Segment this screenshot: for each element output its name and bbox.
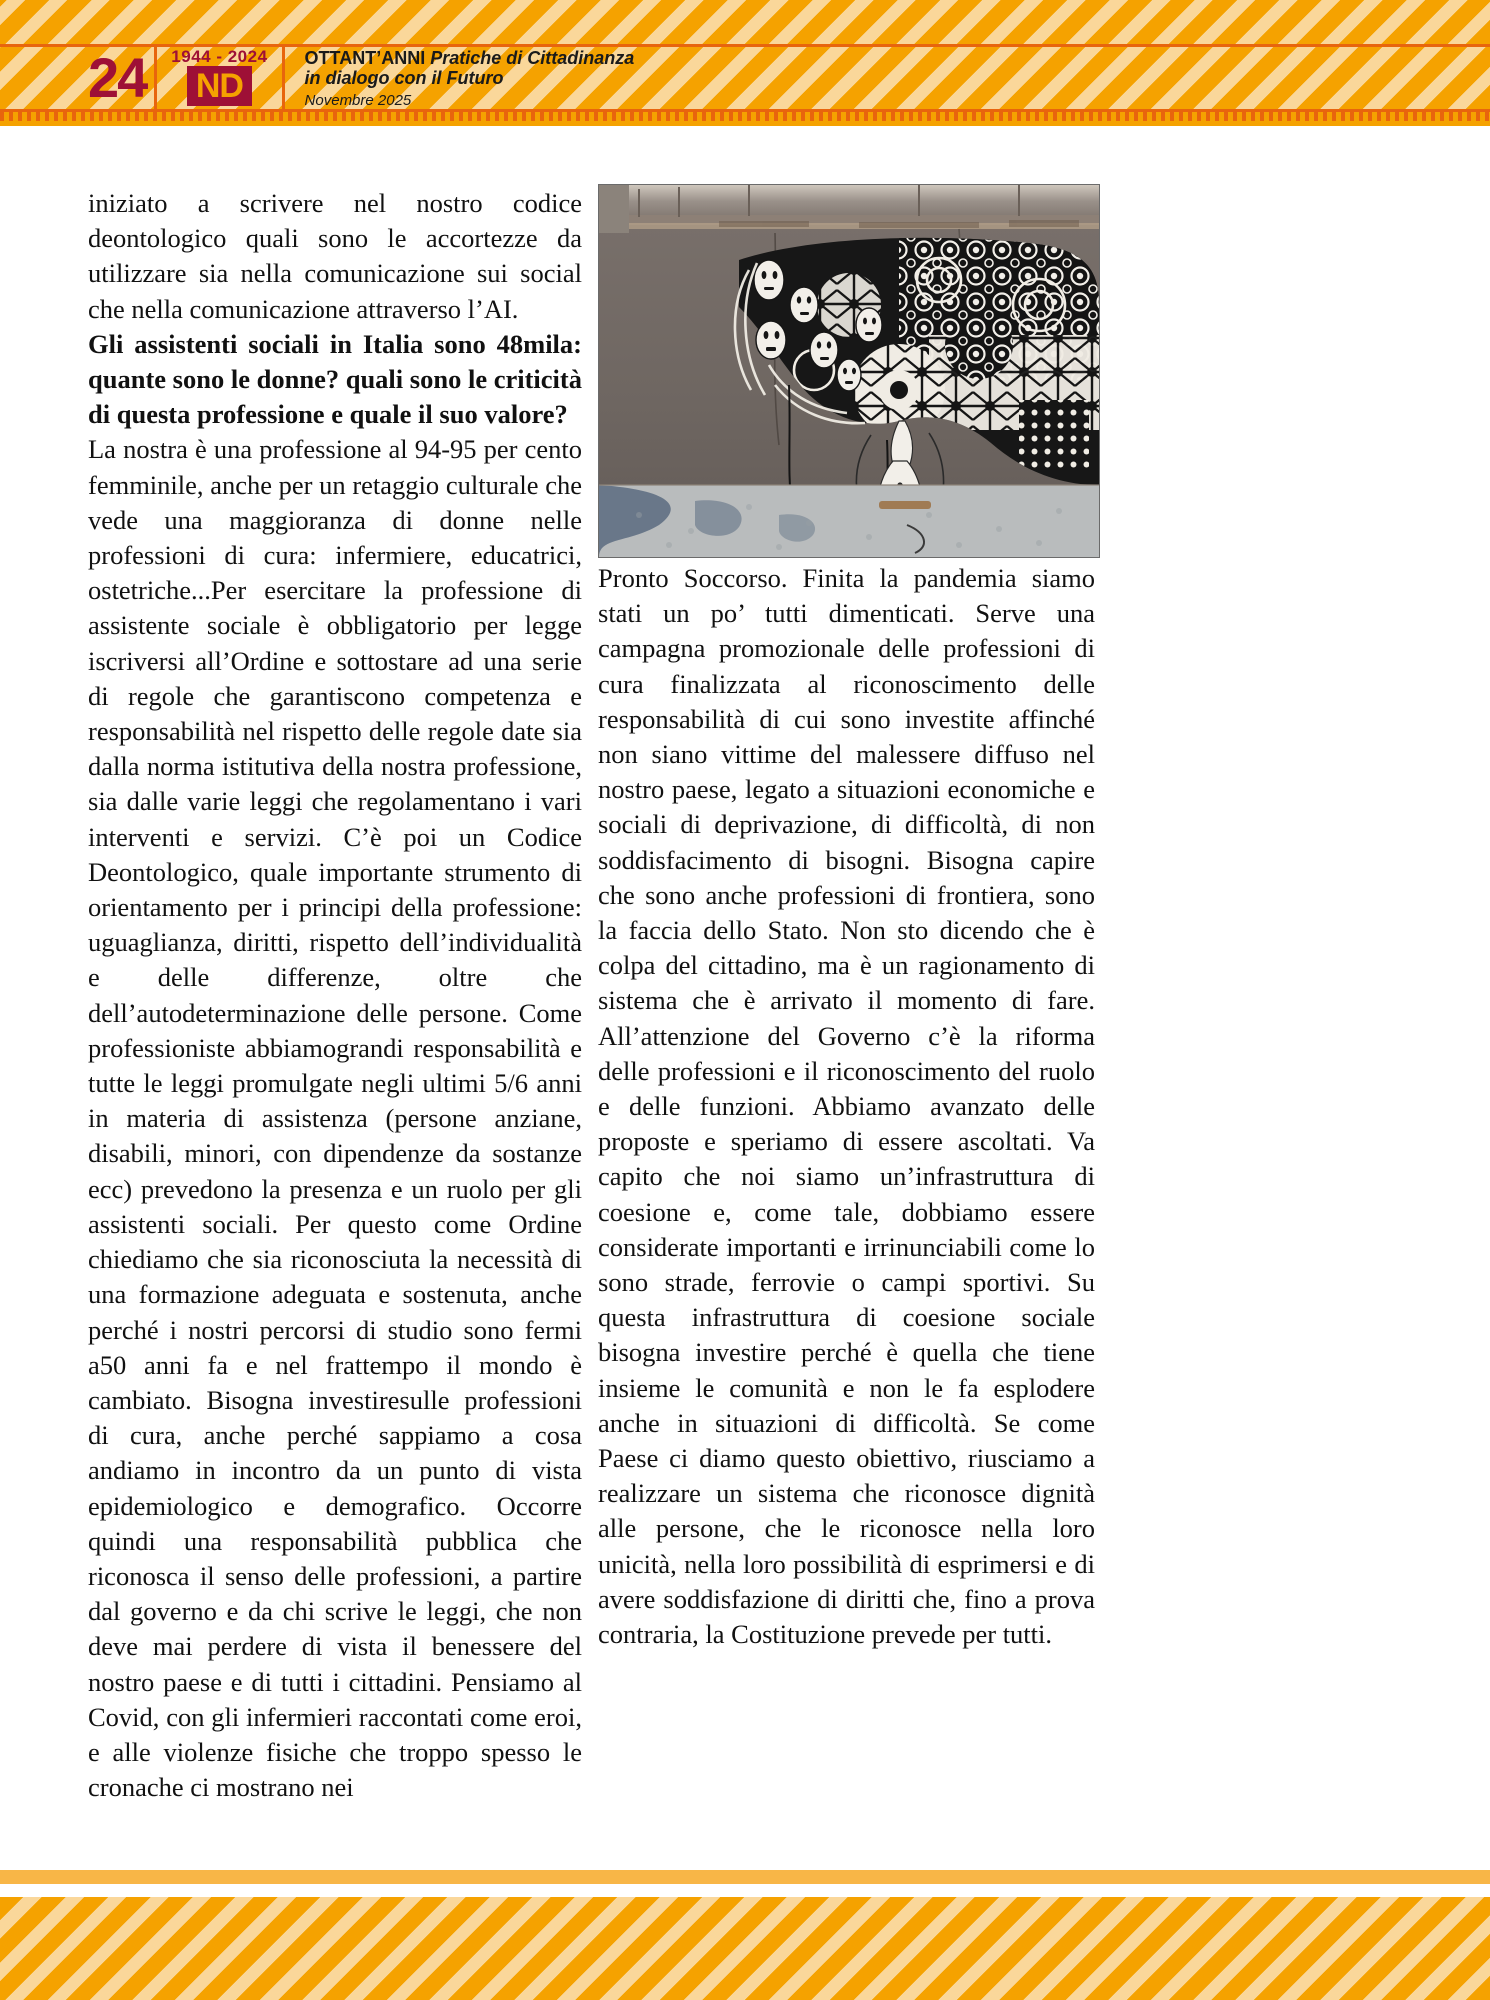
article-column-right	[598, 186, 1095, 1652]
paragraph-answer-left: La nostra è una professione al 94-95 per cento femminile, anche per un retaggio culturale che vede una maggioranza di donne nelle professioni di cura: infermiere, educatrici, ostetriche...Per esercitare la professione di assistente sociale è obbligatorio per legge iscriversi all’Ordine e sottostare ad una serie di regole che garantiscono competenza e responsabilità nel rispetto delle regole date sia dalla norma istitutiva della nostra professione, sia dalle varie leggi che regolamentano i vari interventi e servizi. C’è poi un Codice Deontologico, quale importante strumento di orientamento per i principi della professione: uguaglianza, diritti, rispetto dell’individualità e delle differenze, oltre che dell’autodeterminazione delle persone. Come professioniste abbiamograndi responsabilità e tutte le leggi promulgate negli ultimi 5/6 anni in materia di assistenza (persone anziane, disabili, minori, con dipendenze da sostanze ecc) prevedono la presenza e un ruolo per gli assistenti sociali. Per questo come Ordine chiediamo che sia riconosciuta la necessità di una formazione adeguata e sostenuta, anche perché i nostri percorsi di studio sono fermi a50 anni fa e nel frattempo il mondo è cambiato. Bisogna investiresulle professioni di cura, anche perché sappiamo a cosa andiamo in incontro da un punto di vista epidemiologico e demografico. Occorre quindi una responsabilità pubblica che riconosca il senso delle professioni, a partire dal governo e da chi scrive le leggi, che non deve mai perdere di vista il benessere del nostro paese e di tutti i cittadini. Pensiamo al Covid, con gli infermieri raccontati come eroi, e alle violenze fisiche che troppo spesso le cronache ci mostrano nei	[88, 434, 582, 1803]
page-masthead	[0, 0, 1490, 126]
masthead-title-line-2: in dialogo con il Futuro	[304, 67, 504, 88]
footer-thin-bar	[0, 1870, 1490, 1884]
article-body	[0, 126, 1490, 1870]
masthead-divider-2	[282, 47, 285, 109]
masthead-title-block	[305, 46, 635, 111]
masthead-content	[0, 47, 1490, 109]
masthead-title-upper: OTTANT’ANNI	[304, 47, 426, 68]
footer-stripe-band	[0, 1897, 1490, 2000]
masthead-title-line-1	[305, 48, 635, 68]
paragraph-answer-right: Pronto Soccorso. Finita la pandemia siamo stati un po’ tutti dimenticati. Serve una campagna promozionale delle professioni di cura finalizzata al riconoscimento delle responsabilità di cui sono investite affinché non siano vittime del malessere diffuso nel nostro paese, legato a situazioni economiche e sociali di deprivazione, di difficoltà, di non soddisfacimento di bisogni. Bisogna capire che sono anche professioni di frontiera, sono la faccia dello Stato. Non sto dicendo che è colpa del cittadino, ma è un ragionamento di sistema che è arrivato il momento di fare. All’attenzione del Governo c’è la riforma delle professioni e il riconoscimento del ruolo e delle funzioni. Abbiamo avanzato delle proposte e speriamo di essere ascoltati. Va capito che noi siamo un’infrastruttura di coesione e, come tale, dobbiamo essere considerate importanti e irrinunciabili come lo sono strade, ferrovie o campi sportivi. Su questa infrastruttura di coesione sociale bisogna investire perché è quella che tiene insieme le comunità e non le fa esplodere anche in situazioni di difficoltà. Se come Paese ci diamo questo obiettivo, riusciamo a realizzare un sistema che riconosce dignità alle persone, che le riconosce nella loro unicità, nella loro possibilità di esprimersi e di avere soddisfazione di diritti che, fino a prova contraria, la Costituzione prevede per tutti.	[598, 563, 1095, 1650]
interview-question: Gli assistenti sociali in Italia sono 48mila: quante sono le donne? quali sono le criticità di questa professione e quale il suo valore?	[88, 328, 582, 430]
article-column-left	[88, 186, 582, 1805]
header-stripe-top	[0, 0, 1490, 44]
anniversary-years: 1944 - 2024	[171, 47, 268, 66]
masthead-title-italic: Pratiche di Cittadinanza	[430, 47, 635, 68]
paragraph-intro: iniziato a scrivere nel nostro codice deontologico quali sono le accortezze da utilizzare sia nella comunicazione sui social che nella comunicazione attraverso l’AI.	[88, 188, 582, 324]
photo-flow-spacer	[598, 186, 1095, 561]
masthead-divider-1	[154, 47, 157, 109]
footer-gap	[0, 1884, 1490, 1897]
nd-logo-mark: ND	[187, 66, 252, 106]
page-number: 24	[88, 46, 147, 109]
publication-logo	[165, 47, 273, 109]
masthead-issue-date: Novembre 2025	[304, 91, 412, 109]
page-footer	[0, 1870, 1490, 2000]
header-wave-divider	[0, 112, 1490, 121]
